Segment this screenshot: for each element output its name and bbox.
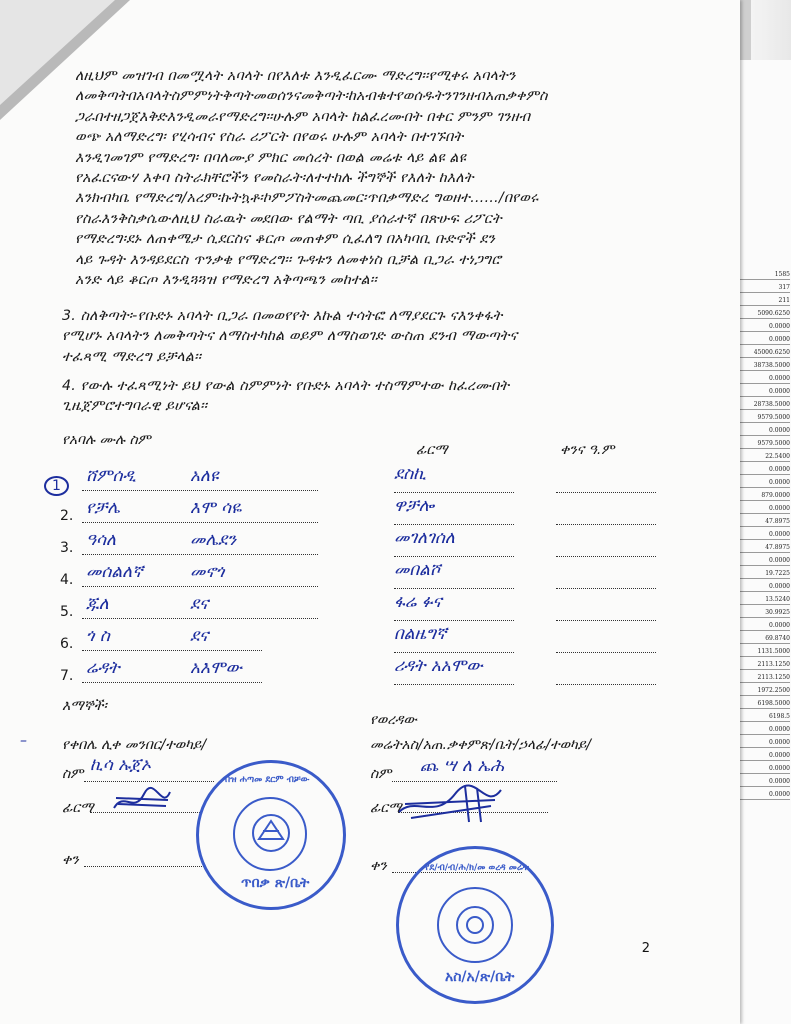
member-row-number: 7.: [60, 668, 74, 684]
intro_paragraph-line: የአፈርናውሃ እቀባ ስትራክቸሮችን የመስራት፡ለተተከሉ ችግኞች የእለት ከእለት: [75, 170, 474, 187]
spreadsheet-cell: 317: [738, 283, 790, 293]
member-first-name: ጎ ስ: [86, 626, 110, 646]
member-date-line: [556, 556, 656, 557]
spreadsheet-cell: 0.0000: [738, 478, 790, 488]
member-name-line: [82, 650, 262, 651]
member-first-name: ሸምሰዲ: [86, 466, 136, 486]
intro_paragraph-line: የማድረግ፡ደኑ ለጠቀሜታ ሲደርስና ቆርጦ መጠቀም ሲፈለግ በአካባቢ ቡድኖች ደን: [75, 231, 496, 248]
member-date-line: [556, 524, 656, 525]
kebele-signature-scribble: [112, 786, 172, 816]
spreadsheet-cell: 879.0000: [738, 491, 790, 501]
woreda-signature-scribble: [395, 782, 505, 830]
intro_paragraph-line: የስራእንቅስቃሴውለዚህ ስራዉት መደበው የልማት ጣቢ ያሰራተኛ በጽሁፍ ሪፖርት: [75, 210, 502, 227]
spreadsheet-cell: 0.0000: [738, 621, 790, 631]
spreadsheet-cell: 0.0000: [738, 504, 790, 514]
spreadsheet-cell: 45000.6250: [738, 348, 790, 358]
member-name-line: [82, 490, 318, 491]
member-name-line: [82, 586, 318, 587]
woreda-stamp: [396, 846, 554, 1004]
member-row-number: 5.: [60, 604, 74, 620]
spreadsheet-cell: 2113.1250: [738, 673, 790, 683]
spreadsheet-cell: 2113.1250: [738, 660, 790, 670]
section-4-paragraph: [62, 376, 509, 417]
woreda-name-label: ስም: [370, 766, 392, 782]
spreadsheet-cell: 13.5240: [738, 595, 790, 605]
woreda-stamp-bottom-text: አስ/አ/ጽ/ቤት: [445, 969, 515, 985]
spreadsheet-cell: 211: [738, 296, 790, 306]
spreadsheet-cell: 0.0000: [738, 426, 790, 436]
witnesses-heading: እማኞች፡: [62, 698, 107, 714]
member-signature-line: [394, 524, 514, 525]
header-member-name: የአባሉ ሙሉ ስም: [62, 432, 151, 448]
spreadsheet-cell: 0.0000: [738, 322, 790, 332]
spreadsheet-cell: 5090.6250: [738, 309, 790, 319]
kebele-name-label: ስም: [62, 766, 84, 782]
woreda-office-title: መሬትአስ/አጠ.ቃቀምጽ/ቤት/ኃላፊ/ተወካይ/: [370, 737, 591, 753]
spreadsheet-cell: 0.0000: [738, 335, 790, 345]
intro_paragraph-line: ለመቅጣትበአባላትስምምነትቅጣትመወሰንናመቅጣት፡ከአብቁተየወሰዱትንገንዘብአጠቃቀምስ: [75, 88, 548, 105]
member-last-name: መሌደን: [190, 530, 237, 550]
spreadsheet-cell: 1585: [738, 270, 790, 280]
emblem-icon: [249, 811, 293, 855]
spreadsheet-cell: 0.0000: [738, 725, 790, 735]
kebele-date-line: [84, 866, 204, 867]
member-signature: በልዜግኛ: [394, 624, 447, 644]
kebele-signature-label: ፊርማ: [62, 800, 94, 816]
spreadsheet-cell: 0.0000: [738, 374, 790, 384]
member-row-number: 1: [44, 476, 69, 496]
member-signature: መገለገሰለ: [394, 528, 455, 548]
member-row-number: 3.: [60, 540, 74, 556]
member-signature-line: [394, 588, 514, 589]
member-signature: ደስኪ: [394, 464, 426, 484]
section4-line: ጊዜጀምሮተግባራዊ ይሆናል፡፡: [62, 398, 208, 415]
member-last-name: ደና: [190, 626, 209, 646]
spreadsheet-cell: 0.0000: [738, 582, 790, 592]
spreadsheet-cell: 30.9925: [738, 608, 790, 618]
spreadsheet-cell: 69.8740: [738, 634, 790, 644]
member-date-line: [556, 492, 656, 493]
kebele-name-line: [84, 781, 214, 782]
spreadsheet-cell: 9579.5000: [738, 439, 790, 449]
spreadsheet-cell: 0.0000: [738, 764, 790, 774]
member-last-name: እሞ ሳዬ: [190, 498, 242, 518]
member-first-name: ሬዳት: [86, 658, 120, 678]
spreadsheet-cell: 1131.5000: [738, 647, 790, 657]
woreda-date-label: ቀን: [370, 858, 387, 874]
member-name-line: [82, 682, 262, 683]
woreda-stamp-ring-text: የደ/ብ/ብ/ሕ/ክ/መ ወረዳ መሬት: [425, 863, 529, 873]
emblem-icon: [453, 903, 497, 947]
intro_paragraph-line: ለዚህም መዝገብ በመሟላት አባላት በየእለቱ እንዲፈርሙ ማድረግ፡፡የሚቀሩ አባላትን: [75, 68, 516, 84]
intro_paragraph-line: ጋራበተዘጋጀእቅድእንዲመራየማድረግ፡፡ሁሉም አባላት ከልፈረሙበት በቀር ምንም ገንዘብ: [75, 108, 531, 125]
spreadsheet-cell: 22.5400: [738, 452, 790, 462]
intro-paragraph: [75, 66, 548, 290]
section4-line: 4. የውሉ ተፈጻሚነት ይህ የውል ስምምነት የቡድኑ አባላት ተስማምተው ከፈረሙበት: [62, 378, 510, 394]
spreadsheet-cell: 6198.5: [738, 712, 790, 722]
member-last-name: አእሞው: [190, 658, 242, 678]
section-3-paragraph: [62, 306, 517, 367]
spreadsheet-cell: 19.7225: [738, 569, 790, 579]
kebele-chair-title: የቀበሌ ሊቀ መንበር/ተወካይ/: [62, 737, 207, 753]
member-date-line: [556, 684, 656, 685]
member-date-line: [556, 620, 656, 621]
header-date: ቀንና ዓ.ም: [560, 442, 615, 458]
kebele-stamp: [196, 760, 346, 910]
member-first-name: የቻሌ: [86, 498, 120, 518]
member-signature-line: [394, 620, 514, 621]
spreadsheet-cell: 9579.5000: [738, 413, 790, 423]
member-name-line: [82, 554, 318, 555]
header-signature: ፊርማ: [416, 442, 448, 458]
spreadsheet-cell: 28738.5000: [738, 400, 790, 410]
member-row-number: 6.: [60, 636, 74, 652]
member-signature: ፋሬ ፉና: [394, 592, 442, 612]
spreadsheet-cell: 38738.5000: [738, 361, 790, 371]
page-number: 2: [641, 941, 650, 956]
member-signature-line: [394, 652, 514, 653]
member-signature: ዋቻሎ: [394, 496, 435, 516]
kebele-date-label: ቀን: [62, 852, 79, 868]
spreadsheet-cell: 0.0000: [738, 465, 790, 475]
member-name-line: [82, 522, 318, 523]
member-date-line: [556, 588, 656, 589]
spreadsheet-cell: 6198.5000: [738, 699, 790, 709]
member-row-number: 2.: [60, 508, 74, 524]
section3-line: ተፈጻሚ ማድረግ ይቻላል፡፡: [62, 348, 202, 365]
spreadsheet-cell: 0.0000: [738, 387, 790, 397]
dash-mark: –: [20, 733, 27, 749]
spreadsheet-cell: 0.0000: [738, 530, 790, 540]
underlying-spreadsheet: [735, 60, 791, 1024]
section3-line: የሚሆኑ አባላትን ለመቅጣትና ለማስተካከል ወይም ለማስወገድ ውስጠ ደንብ ማውጣትና: [62, 328, 518, 345]
intro_paragraph-line: ላይ ጉዳት እንዳይደርስ ጥንቃቄ የማድረግ፡፡ ጉዳቱን ለመቀነስ ቢቻል ቢጋራ ተነጋግሮ: [75, 251, 502, 268]
member-last-name: ደና: [190, 594, 209, 614]
section3-line: 3. ስለቅጣት፡-የቡድኑ አባላት ቢጋራ በመወየየት እኩል ተሳትፎ ለማያደርጉ ናእንቀፋት: [62, 308, 503, 324]
member-first-name: መሰልለኛ: [86, 562, 143, 582]
member-date-line: [556, 652, 656, 653]
spreadsheet-cell: 0.0000: [738, 777, 790, 787]
kebele-stamp-ring-text: በዝ ሐጣመ ደርም ብቻው: [225, 775, 310, 785]
spreadsheet-cell: 47.8975: [738, 543, 790, 553]
spreadsheet-cell: 0.0000: [738, 751, 790, 761]
woreda-heading: የወረዳው: [370, 712, 417, 728]
member-row-number: 4.: [60, 572, 74, 588]
member-signature: ሪዳት አአሞው: [394, 656, 483, 676]
spreadsheet-cell: 0.0000: [738, 738, 790, 748]
kebele-stamp-bottom-text: ጥበቃ ጽ/ቤት: [241, 875, 310, 891]
intro_paragraph-line: ወጭ አለማድረግ፡ የሂሳብና የስራ ሪፖርት በየወሩ ሁሉም አባላት በተገኙበት: [75, 129, 464, 146]
member-signature: መበልሾ: [394, 560, 441, 580]
member-first-name: ዓሳለ: [86, 530, 116, 550]
member-last-name: መኖጎ: [190, 562, 225, 582]
intro_paragraph-line: እንዲገመገም የማድረግ፡ በባለሙያ ምክር መሰረት በወል መሬቱ ላይ ልዩ ልዩ: [75, 149, 466, 166]
intro_paragraph-line: እንክብካቤ የማድረግ/አረም፡ኩትኳቶ፡ኮምፖስትመጨመር፡ጥበቃማድረ ግወዘተ……/በየወሩ: [75, 190, 539, 207]
member-name-line: [82, 618, 318, 619]
kebele-name-handwriting: ኪሳ ኡጀኦ: [90, 755, 152, 775]
member-first-name: ጁለ: [86, 594, 109, 614]
member-signature-line: [394, 492, 514, 493]
spreadsheet-cell: 1972.2500: [738, 686, 790, 696]
member-signature-line: [394, 556, 514, 557]
member-last-name: አለዩ: [190, 466, 219, 486]
intro_paragraph-line: አንድ ላይ ቆርጦ እንዲጓጓዝ የማድረግ አቅጣጫን መከተል፡፡: [75, 272, 377, 289]
woreda-name-handwriting: ጨ ሣ ለ ኤሕ: [420, 756, 505, 776]
spreadsheet-cell: 0.0000: [738, 556, 790, 566]
member-signature-line: [394, 684, 514, 685]
spreadsheet-cell: 47.8975: [738, 517, 790, 527]
spreadsheet-cell: 0.0000: [738, 790, 790, 800]
woreda-signature-label: ፊርማ: [370, 800, 402, 816]
